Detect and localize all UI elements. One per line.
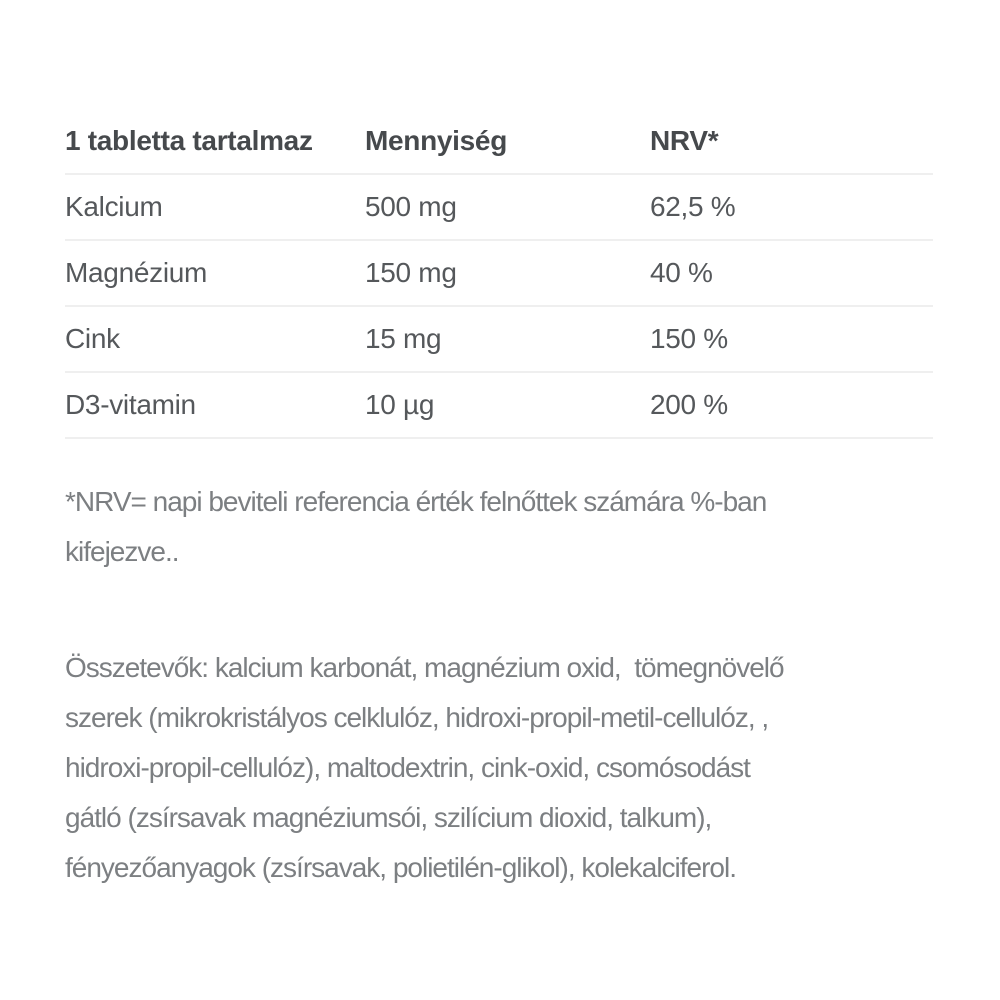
ingredients-paragraph	[65, 643, 933, 893]
substance-nrv: 62,5 %	[650, 191, 736, 222]
substance-nrv: 40 %	[650, 257, 713, 288]
ingredients-line: Összetevők: kalcium karbonát, magnézium oxid, tömegnövelő	[65, 652, 784, 683]
nrv-footnote-line: *NRV= napi beviteli referencia érték felnőttek számára %-ban	[65, 486, 767, 517]
substance-name: D3-vitamin	[65, 389, 196, 420]
substance-name: Cink	[65, 323, 120, 354]
substance-nrv: 200 %	[650, 389, 728, 420]
substance-amount: 10 µg	[365, 389, 435, 420]
table-row-kalcium	[65, 175, 933, 241]
substance-nrv: 150 %	[650, 323, 728, 354]
nutrition-table	[65, 125, 933, 439]
table-row-magnezium	[65, 241, 933, 307]
table-row-cink	[65, 307, 933, 373]
ingredients-line: szerek (mikrokristályos celklulóz, hidroxi-propil-metil-cellulóz, ,	[65, 702, 769, 733]
ingredients-line: hidroxi-propil-cellulóz), maltodextrin, cink-oxid, csomósodást	[65, 752, 750, 783]
substance-name: Kalcium	[65, 191, 163, 222]
ingredients-line: gátló (zsírsavak magnéziumsói, szilícium dioxid, talkum),	[65, 802, 712, 833]
substance-amount: 150 mg	[365, 257, 457, 288]
supplement-facts-section	[65, 125, 933, 893]
substance-amount: 500 mg	[365, 191, 457, 222]
column-header-amount: Mennyiség	[365, 125, 508, 156]
nrv-footnote-line: kifejezve..	[65, 536, 179, 567]
table-header-row	[65, 125, 933, 175]
nrv-footnote	[65, 477, 933, 577]
column-header-substance: 1 tabletta tartalmaz	[65, 125, 313, 156]
table-row-d3-vitamin	[65, 373, 933, 439]
column-header-nrv: NRV*	[650, 125, 719, 156]
substance-amount: 15 mg	[365, 323, 442, 354]
substance-name: Magnézium	[65, 257, 208, 288]
ingredients-line: fényezőanyagok (zsírsavak, polietilén-glikol), kolekalciferol.	[65, 852, 737, 883]
